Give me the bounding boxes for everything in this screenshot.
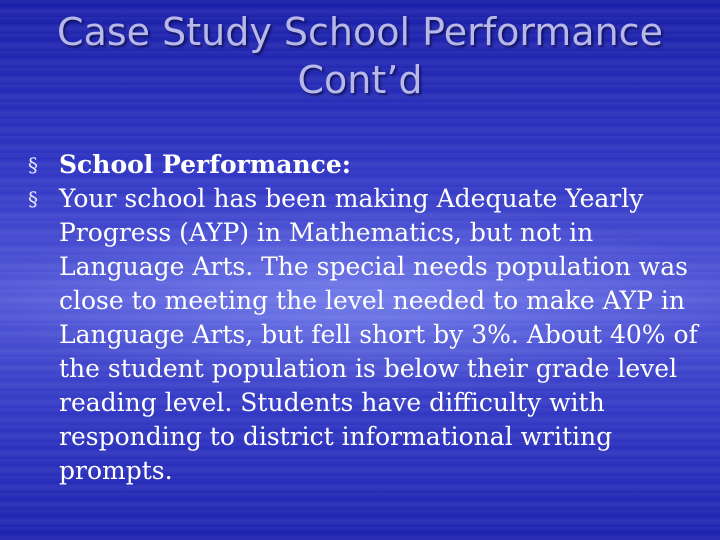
- bullet-marker-icon: §: [28, 187, 38, 211]
- bullet-item-heading: [28, 148, 718, 182]
- bullet-item-body: [28, 182, 718, 488]
- slide-title: [0, 8, 720, 104]
- bullet-list: [28, 148, 718, 488]
- bullet-text: School Performance:: [59, 150, 351, 179]
- slide-title-line-1: Case Study School Performance: [57, 10, 663, 54]
- slide-title-line-2: Cont’d: [297, 58, 423, 102]
- bullet-marker-icon: §: [28, 153, 38, 177]
- bullet-text: Your school has been making Adequate Yearly Progress (AYP) in Mathematics, but not in Language Arts. The special needs population was close to meeting the level needed to make AYP in Language Arts, but fell short by 3%. About 40% of the student population is below their grade level reading level. Students have difficulty with responding to district informational writing prompts.: [59, 184, 698, 485]
